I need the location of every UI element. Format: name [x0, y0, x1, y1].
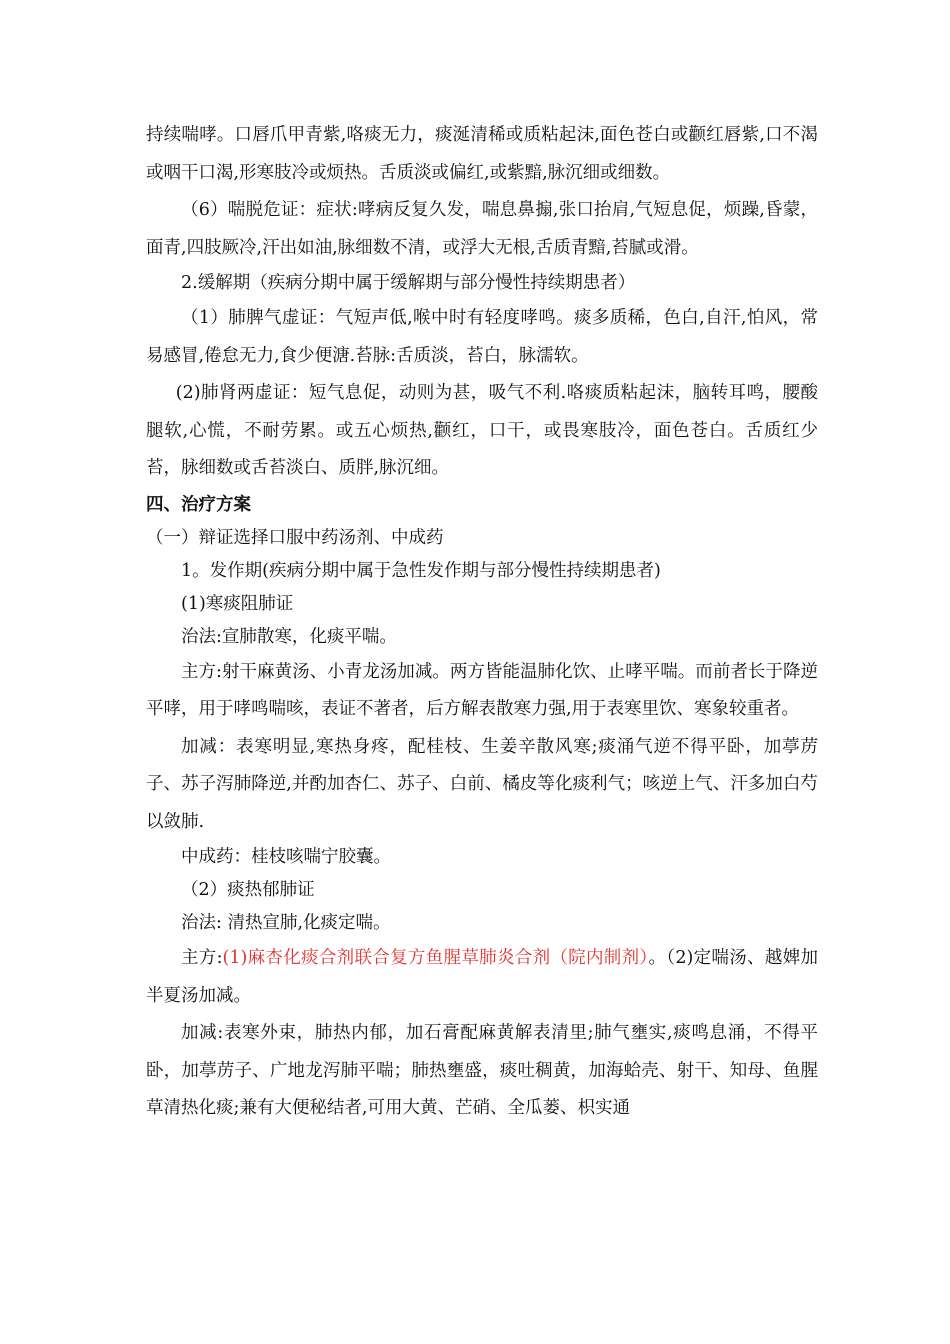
- subheading-cold-phlegm: (1)寒痰阻肺证: [181, 593, 294, 614]
- paragraph-modification-cold: 加减：表寒明显,寒热身疼，配桂枝、生姜辛散风寒;痰涌气逆不得平卧，加葶苈子、苏子泻肺降逆,并酌加杏仁、苏子、白前、橘皮等化痰利气；咳逆上气、汗多加白芍以敛肺.: [146, 736, 818, 832]
- section-heading-treatment: 四、治疗方案: [146, 494, 251, 515]
- paragraph-lung-kidney-deficiency: (2)肺肾两虚证：短气息促，动则为甚，吸气不利.咯痰质粘起沫，脑转耳鸣，腰酸腿软,心慌，不耐劳累。或五心烦热,颧红，口干，或畏寒肢冷，面色苍白。舌质红少苔，脉细数或舌苔淡白、质胖,脉沉细。: [146, 383, 818, 478]
- paragraph-main-prescription-heat: [146, 940, 818, 1015]
- treatment-method-cold-phlegm: 治法:宣肺散寒，化痰平喘。: [181, 626, 397, 647]
- prescription-prefix: 主方:: [181, 948, 223, 968]
- paragraph-lung-spleen-deficiency: （1）肺脾气虚证：气短声低,喉中时有轻度哮鸣。痰多质稀，色白,自汗,怕风，常易感冒,倦怠无力,食少便溏.苔脉:舌质淡，苔白，脉濡软。: [146, 308, 818, 366]
- subheading-attack-stage: 1。发作期(疾病分期中属于急性发作期与部分慢性持续期患者): [181, 560, 661, 581]
- prescription-suffix: 。（2)定喘汤、越婢加半夏汤加减。: [146, 948, 818, 1006]
- patent-medicine-cold: 中成药：桂枝咳喘宁胶囊。: [181, 847, 391, 867]
- subheading-phlegm-heat: （2）痰热郁肺证: [181, 880, 315, 900]
- paragraph-symptoms-continued: 持续喘哮。口唇爪甲青紫,咯痰无力，痰涎清稀或质粘起沫,面色苍白或颧红唇紫,口不渴或咽干口渴,形寒肢冷或烦热。舌质淡或偏红,或紫黯,脉沉细或细数。: [146, 125, 818, 183]
- prescription-highlight: (1)麻杏化痰合剂联合复方鱼腥草肺炎合剂（院内制剂）: [222, 948, 649, 968]
- paragraph-asthma-collapse: （6）喘脱危证：症状:哮病反复久发，喘息鼻搧,张口抬肩,气短息促，烦躁,昏蒙，面青,四肢厥冷,汗出如油,脉细数不清，或浮大无根,舌质青黯,苔腻或滑。: [146, 200, 818, 258]
- paragraph-remission-stage: 2.缓解期（疾病分期中属于缓解期与部分慢性持续期患者）: [181, 273, 636, 293]
- paragraph-main-prescription-cold: 主方:射干麻黄汤、小青龙汤加减。两方皆能温肺化饮、止哮平喘。而前者长于降逆平哮，用于哮鸣喘咳，表证不著者，后方解表散寒力强,用于表寒里饮、寒象较重者。: [146, 661, 818, 719]
- treatment-method-phlegm-heat: 治法: 清热宣肺,化痰定喘。: [181, 913, 391, 933]
- paragraph-modification-heat: 加减:表寒外束，肺热内郁，加石膏配麻黄解表清里;肺气壅实,痰鸣息涌，不得平卧，加葶苈子、广地龙泻肺平喘；肺热壅盛，痰吐稠黄，加海蛤壳、射干、知母、鱼腥草清热化痰;兼有大便秘结者,可用大黄、芒硝、全瓜蒌、枳实通: [146, 1023, 818, 1118]
- subheading-oral-medicine: （一）辩证选择口服中药汤剂、中成药: [146, 527, 444, 548]
- document-page: [146, 117, 818, 1128]
